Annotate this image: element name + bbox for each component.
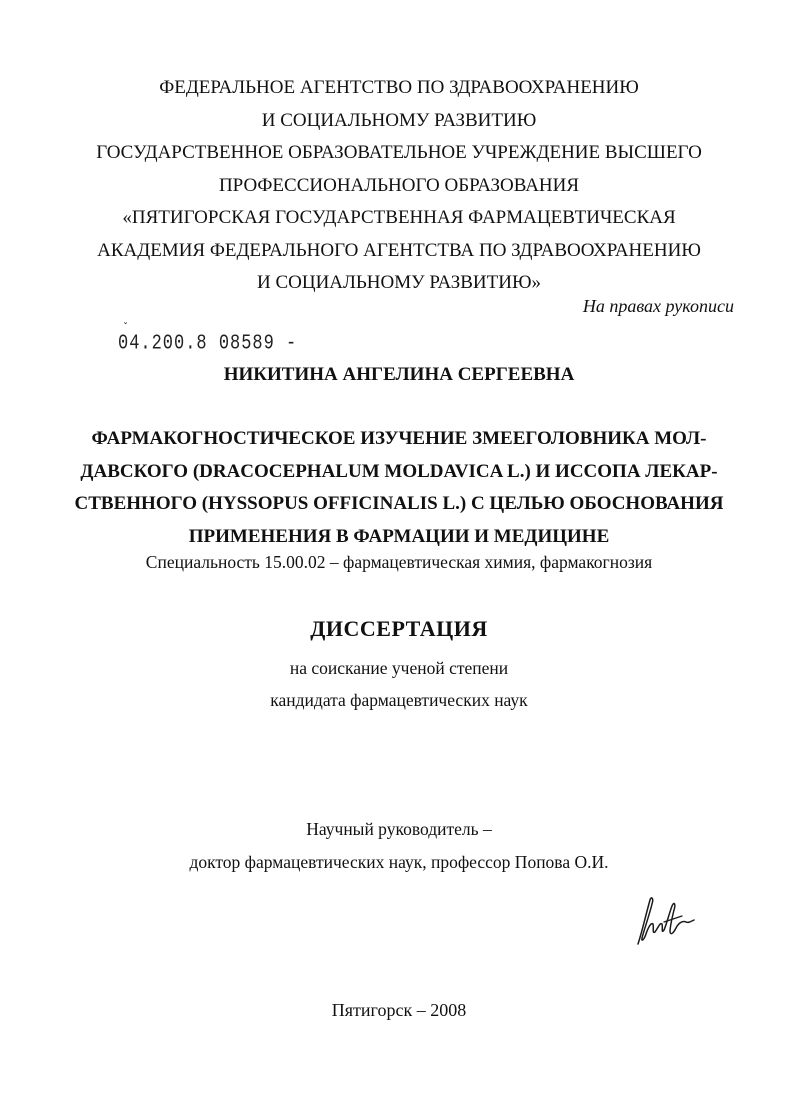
advisor-block xyxy=(0,813,798,879)
institution-header xyxy=(0,72,798,300)
institution-line: ПРОФЕССИОНАЛЬНОГО ОБРАЗОВАНИЯ xyxy=(218,174,580,196)
manuscript-rights-note: На правах рукописи xyxy=(582,296,734,316)
institution-line: ФЕДЕРАЛЬНОЕ АГЕНТСТВО ПО ЗДРАВООХРАНЕНИЮ xyxy=(159,77,639,98)
author-name: НИКИТИНА АНГЕЛИНА СЕРГЕЕВНА xyxy=(223,364,575,385)
dissertation-title xyxy=(0,423,798,553)
institution-line: И СОЦИАЛЬНОМУ РАЗВИТИЮ xyxy=(261,109,537,131)
handwritten-signature-icon xyxy=(624,892,704,952)
advisor-line: доктор фармацевтических наук, профессор Попова О.И. xyxy=(189,852,609,872)
institution-line: АКАДЕМИЯ ФЕДЕРАЛЬНОГО АГЕНТСТВА ПО ЗДРАВООХРАНЕНИЮ xyxy=(97,239,701,261)
institution-line: «ПЯТИГОРСКАЯ ГОСУДАРСТВЕННАЯ ФАРМАЦЕВТИЧЕСКАЯ xyxy=(122,207,676,228)
title-line: СТВЕННОГО (HYSSOPUS OFFICINALIS L.) С ЦЕЛЬЮ ОБОСНОВАНИЯ xyxy=(74,493,724,514)
city-year: Пятигорск – 2008 xyxy=(331,1000,467,1020)
title-line: ПРИМЕНЕНИЯ В ФАРМАЦИИ И МЕДИЦИНЕ xyxy=(188,525,610,547)
title-line: ДАВСКОГО (DRACOCEPHALUM MOLDAVICA L.) И ИССОПА ЛЕКАР- xyxy=(80,460,718,482)
title-line: ФАРМАКОГНОСТИЧЕСКОЕ ИЗУЧЕНИЕ ЗМЕЕГОЛОВНИКА МОЛ- xyxy=(91,428,707,449)
advisor-line: Научный руководитель – xyxy=(306,819,492,839)
institution-line: И СОЦИАЛЬНОМУ РАЗВИТИЮ» xyxy=(256,272,542,293)
document-type-heading: ДИССЕРТАЦИЯ xyxy=(310,616,488,641)
specialty-line: Специальность 15.00.02 – фармацевтическая химия, фармакогнозия xyxy=(145,552,653,572)
institution-line: ГОСУДАРСТВЕННОЕ ОБРАЗОВАТЕЛЬНОЕ УЧРЕЖДЕНИЕ ВЫСШЕГО xyxy=(96,142,702,163)
degree-line: кандидата фармацевтических наук xyxy=(270,690,528,710)
degree-line: на соискание ученой степени xyxy=(289,658,509,678)
degree-block xyxy=(0,652,798,716)
stamp-mark-icon: ˇ xyxy=(123,322,128,333)
registration-stamp: 04.200.8 08589 - xyxy=(118,332,298,356)
